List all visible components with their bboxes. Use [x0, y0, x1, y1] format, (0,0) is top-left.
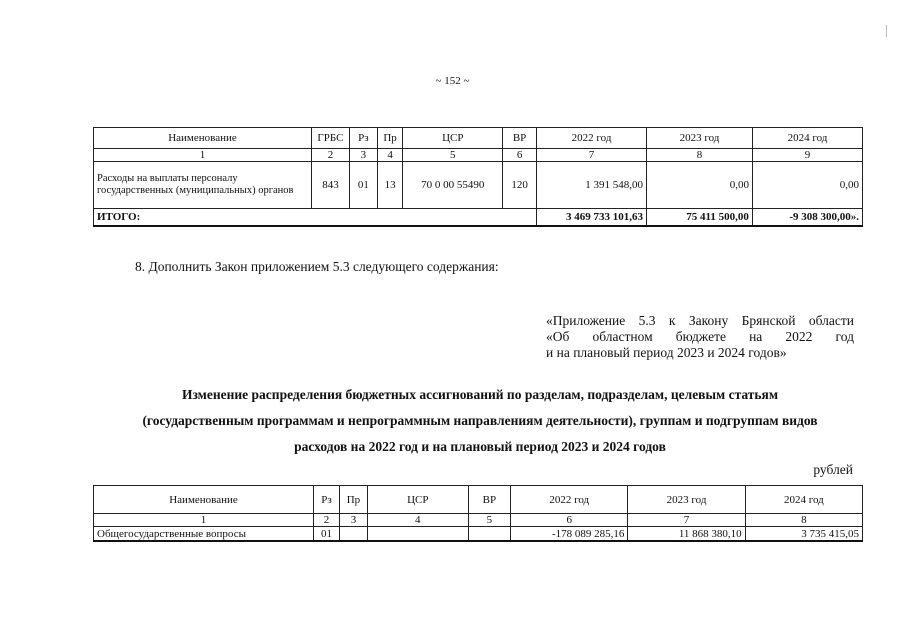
index-cell: 6: [511, 514, 628, 527]
grbs-cell: 843: [311, 162, 349, 209]
table-index-row: [94, 149, 863, 162]
total-2023: 75 411 500,00: [647, 209, 753, 227]
column-header: Пр: [377, 128, 403, 149]
column-header: ЦСР: [403, 128, 503, 149]
amount-2024: 3 735 415,05: [745, 527, 862, 542]
column-header: ГРБС: [311, 128, 349, 149]
table-header-row: [94, 486, 863, 514]
pr-cell: [339, 527, 367, 542]
column-header: 2024 год: [752, 128, 862, 149]
csr-cell: [367, 527, 468, 542]
amount-2022: 1 391 548,00: [537, 162, 647, 209]
pr-cell: 13: [377, 162, 403, 209]
column-header: ВР: [468, 486, 511, 514]
column-header: 2024 год: [745, 486, 862, 514]
appendix-reference: [546, 313, 854, 361]
column-header: Рз: [314, 486, 340, 514]
heading-line: расходов на 2022 год и на плановый период 2023 и 2024 годов: [294, 439, 666, 454]
column-header: 2022 год: [537, 128, 647, 149]
allocation-table: [93, 485, 863, 542]
index-cell: 6: [503, 149, 537, 162]
vr-cell: 120: [503, 162, 537, 209]
index-cell: 8: [647, 149, 753, 162]
page-number: ~ 152 ~: [435, 75, 470, 87]
total-label: ИТОГО:: [94, 209, 537, 227]
column-header: Рз: [349, 128, 377, 149]
row-name: Общегосударственные вопросы: [94, 527, 314, 542]
document-heading: [95, 382, 865, 460]
index-cell: 9: [752, 149, 862, 162]
index-cell: 2: [311, 149, 349, 162]
amount-2023: 0,00: [647, 162, 753, 209]
appendix-line: и на плановый период 2023 и 2024 годов»: [546, 345, 787, 360]
column-header: ЦСР: [367, 486, 468, 514]
table-header-row: [94, 128, 863, 149]
column-header: Наименование: [94, 128, 312, 149]
expenses-table: [93, 127, 863, 227]
appendix-line: «Об областном бюджете на 2022 год: [546, 329, 854, 344]
csr-cell: 70 0 00 55490: [403, 162, 503, 209]
total-2022: 3 469 733 101,63: [537, 209, 647, 227]
heading-line: (государственным программам и непрограммным направлениям деятельности), группам и подгруппам видов: [142, 413, 818, 428]
units-label: рублей: [813, 462, 853, 477]
amount-2022: -178 089 285,16: [511, 527, 628, 542]
index-cell: 1: [94, 149, 312, 162]
column-header: 2022 год: [511, 486, 628, 514]
table-row: [94, 527, 863, 542]
index-cell: 7: [537, 149, 647, 162]
appendix-line: «Приложение 5.3 к Закону Брянской области: [546, 313, 854, 328]
index-cell: 8: [745, 514, 862, 527]
table-index-row: [94, 514, 863, 527]
index-cell: 3: [349, 149, 377, 162]
column-header: Пр: [339, 486, 367, 514]
total-2024: -9 308 300,00».: [752, 209, 862, 227]
index-cell: 1: [94, 514, 314, 527]
index-cell: 7: [628, 514, 745, 527]
table-row: [94, 162, 863, 209]
amount-2023: 11 868 380,10: [628, 527, 745, 542]
row-name: Расходы на выплаты персоналу государственных (муниципальных) органов: [94, 162, 312, 209]
index-cell: 4: [377, 149, 403, 162]
index-cell: 3: [339, 514, 367, 527]
amount-2024: 0,00: [752, 162, 862, 209]
rz-cell: 01: [314, 527, 340, 542]
index-cell: 2: [314, 514, 340, 527]
index-cell: 5: [403, 149, 503, 162]
item-8-paragraph: 8. Дополнить Закон приложением 5.3 следующего содержания:: [135, 259, 499, 274]
column-header: ВР: [503, 128, 537, 149]
vr-cell: [468, 527, 511, 542]
rz-cell: 01: [349, 162, 377, 209]
column-header: 2023 год: [647, 128, 753, 149]
scan-mark: [886, 25, 887, 37]
column-header: Наименование: [94, 486, 314, 514]
heading-line: Изменение распределения бюджетных ассигнований по разделам, подразделам, целевым статьям: [181, 387, 779, 402]
total-row: [94, 209, 863, 227]
index-cell: 4: [367, 514, 468, 527]
index-cell: 5: [468, 514, 511, 527]
column-header: 2023 год: [628, 486, 745, 514]
